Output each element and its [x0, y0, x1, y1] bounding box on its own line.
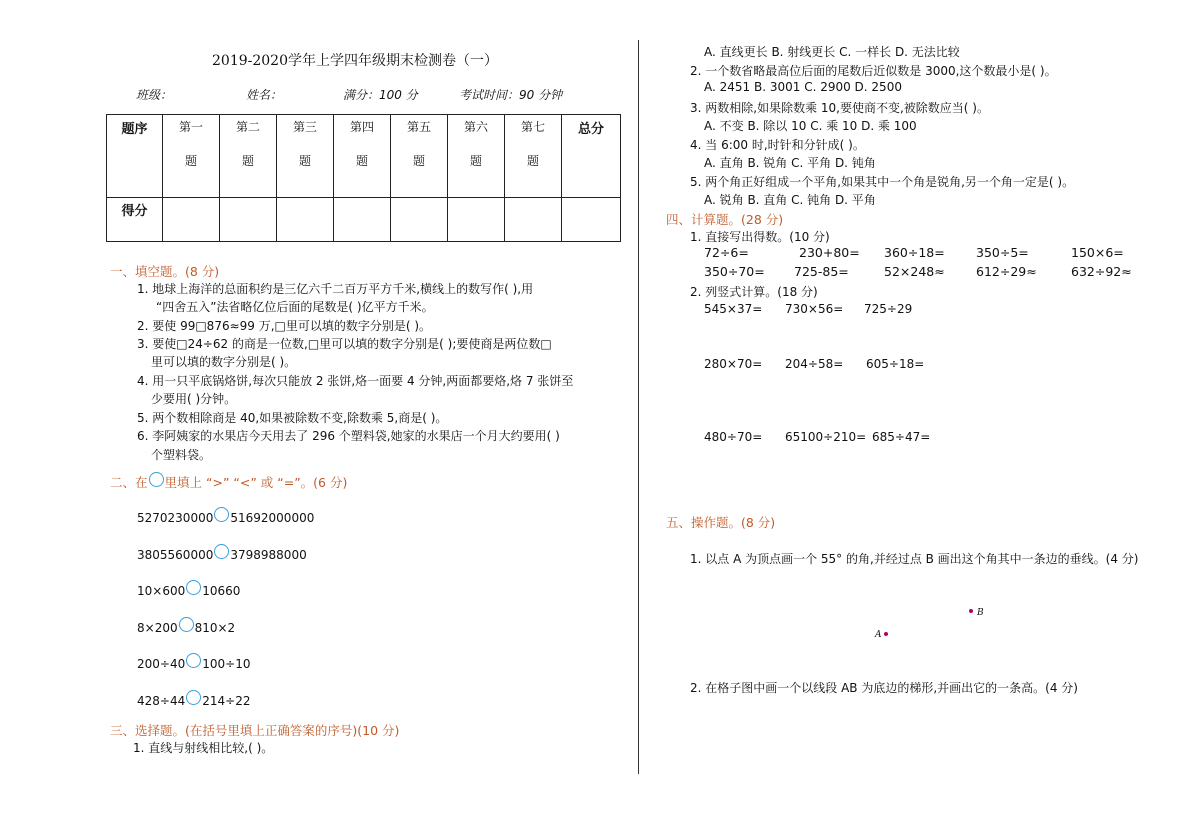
answer-circle[interactable]: [186, 580, 201, 595]
calc-item: 612÷29≈: [976, 264, 1037, 279]
s3-q4: 4. 当 6:00 时,时针和分针成( )。: [690, 138, 865, 152]
score-cell[interactable]: [220, 198, 277, 242]
score-table: [106, 114, 621, 242]
calc-item: 230+80=: [799, 245, 860, 260]
section-5-title: 五、操作题。(8 分): [666, 515, 776, 530]
name-label: 姓名：: [246, 88, 283, 102]
row-label-question: 题序: [107, 115, 163, 198]
section-2-title: 二、在 里填上 “>” “<” 或 “=”。(6 分): [110, 473, 347, 491]
answer-circle[interactable]: [179, 617, 194, 632]
exam-time-label: 考试时间：90 分钟: [459, 88, 563, 102]
column-divider: [638, 40, 639, 774]
s3-q2-options: A. 2451 B. 3001 C. 2900 D. 2500: [704, 80, 902, 94]
calc-item: 72÷6=: [704, 245, 749, 260]
vertical-calc: 204÷58=: [785, 357, 844, 371]
vertical-calc: 65100÷210=: [785, 430, 867, 444]
answer-circle[interactable]: [186, 653, 201, 668]
s1-q3-line1: 3. 要使□24÷62 的商是一位数,□里可以填的数字分别是( );要使商是两位数□: [137, 337, 552, 351]
col-6: 第六 题: [448, 115, 505, 198]
col-3: 第三 题: [277, 115, 334, 198]
compare-item: 200÷40 100÷10: [137, 657, 250, 671]
s1-q3-line2: 里可以填的数字分别是( )。: [151, 355, 297, 369]
calc-item: 632÷92≈: [1071, 264, 1132, 279]
s3-q2: 2. 一个数省略最高位后面的尾数后近似数是 3000,这个数最小是( )。: [690, 64, 1057, 78]
score-cell[interactable]: [277, 198, 334, 242]
s3-q4-options: A. 直角 B. 锐角 C. 平角 D. 钝角: [704, 156, 876, 170]
s3-q1-options: A. 直线更长 B. 射线更长 C. 一样长 D. 无法比较: [704, 45, 960, 59]
section-3-title: 三、选择题。(在括号里填上正确答案的序号)(10 分): [110, 723, 400, 738]
s3-q3-options: A. 不变 B. 除以 10 C. 乘 10 D. 乘 100: [704, 119, 917, 133]
s4-sub2: 2. 列竖式计算。(18 分): [690, 285, 818, 299]
s1-q6-line2: 个塑料袋。: [151, 448, 212, 462]
score-cell[interactable]: [562, 198, 621, 242]
s1-q5: 5. 两个数相除商是 40,如果被除数不变,除数乘 5,商是( )。: [137, 411, 448, 425]
vertical-calc: 605÷18=: [866, 357, 925, 371]
score-cell[interactable]: [448, 198, 505, 242]
point-b-label: B: [977, 608, 984, 618]
col-1: 第一 题: [163, 115, 220, 198]
calc-item: 350÷5=: [976, 245, 1029, 260]
col-2: 第二 题: [220, 115, 277, 198]
calc-item: 360÷18=: [884, 245, 945, 260]
point-a-dot: [884, 632, 888, 636]
full-score-label: 满分：100 分: [343, 88, 418, 102]
col-5: 第五 题: [391, 115, 448, 198]
score-cell[interactable]: [391, 198, 448, 242]
compare-item: 428÷44 214÷22: [137, 694, 250, 708]
s1-q2: 2. 要使 99□876≈99 万,□里可以填的数字分别是( )。: [137, 319, 432, 333]
col-4: 第四 题: [334, 115, 391, 198]
s4-sub1: 1. 直接写出得数。(10 分): [690, 230, 830, 244]
class-label: 班级：: [136, 88, 173, 102]
s3-q5: 5. 两个角正好组成一个平角,如果其中一个角是锐角,另一个角一定是( )。: [690, 175, 1075, 189]
vertical-calc: 730×56=: [785, 302, 844, 316]
s5-q2: 2. 在格子图中画一个以线段 AB 为底边的梯形,并画出它的一条高。(4 分): [690, 681, 1078, 695]
s1-q1-line1: 1. 地球上海洋的总面积约是三亿六千二百万平方千米,横线上的数写作( ),用: [137, 282, 534, 296]
s3-q3: 3. 两数相除,如果除数乘 10,要使商不变,被除数应当( )。: [690, 101, 989, 115]
calc-item: 150×6=: [1071, 245, 1124, 260]
answer-circle[interactable]: [186, 690, 201, 705]
s1-q4-line1: 4. 用一只平底锅烙饼,每次只能放 2 张饼,烙一面要 4 分钟,两面都要烙,烙 7 张饼至: [137, 374, 574, 388]
score-cell[interactable]: [505, 198, 562, 242]
compare-circle-icon: [149, 472, 164, 487]
answer-circle[interactable]: [214, 507, 229, 522]
page-title: 2019-2020学年上学四年级期末检测卷（一）: [212, 53, 498, 69]
s3-q1: 1. 直线与射线相比较,( )。: [133, 741, 274, 755]
vertical-calc: 685÷47=: [872, 430, 931, 444]
point-b-dot: [969, 609, 973, 613]
compare-item: 10×600 10660: [137, 584, 240, 598]
section-4-title: 四、计算题。(28 分): [666, 212, 784, 227]
section-1-title: 一、填空题。(8 分): [110, 264, 220, 279]
col-total: 总分: [562, 115, 621, 198]
col-7: 第七 题: [505, 115, 562, 198]
row-label-score: 得分: [107, 198, 163, 242]
score-cell[interactable]: [334, 198, 391, 242]
calc-item: 725-85=: [794, 264, 849, 279]
s1-q6-line1: 6. 李阿姨家的水果店今天用去了 296 个塑料袋,她家的水果店一个月大约要用( ): [137, 429, 560, 443]
calc-item: 52×248≈: [884, 264, 945, 279]
vertical-calc: 480÷70=: [704, 430, 763, 444]
s1-q1-line2: “四舍五入”法省略亿位后面的尾数是( )亿平方千米。: [156, 300, 434, 314]
vertical-calc: 545×37=: [704, 302, 763, 316]
s3-q5-options: A. 锐角 B. 直角 C. 钝角 D. 平角: [704, 193, 876, 207]
s5-q1: 1. 以点 A 为顶点画一个 55° 的角,并经过点 B 画出这个角其中一条边的垂线。(4 分): [690, 552, 1139, 566]
calc-item: 350÷70=: [704, 264, 765, 279]
point-a-label: A: [875, 630, 882, 640]
answer-circle[interactable]: [214, 544, 229, 559]
compare-item: 8×200 810×2: [137, 621, 235, 635]
vertical-calc: 280×70=: [704, 357, 763, 371]
s1-q4-line2: 少要用( )分钟。: [151, 392, 237, 406]
compare-item: 5270230000 51692000000: [137, 511, 314, 525]
score-cell[interactable]: [163, 198, 220, 242]
compare-item: 3805560000 3798988000: [137, 548, 307, 562]
vertical-calc: 725÷29: [864, 302, 913, 316]
